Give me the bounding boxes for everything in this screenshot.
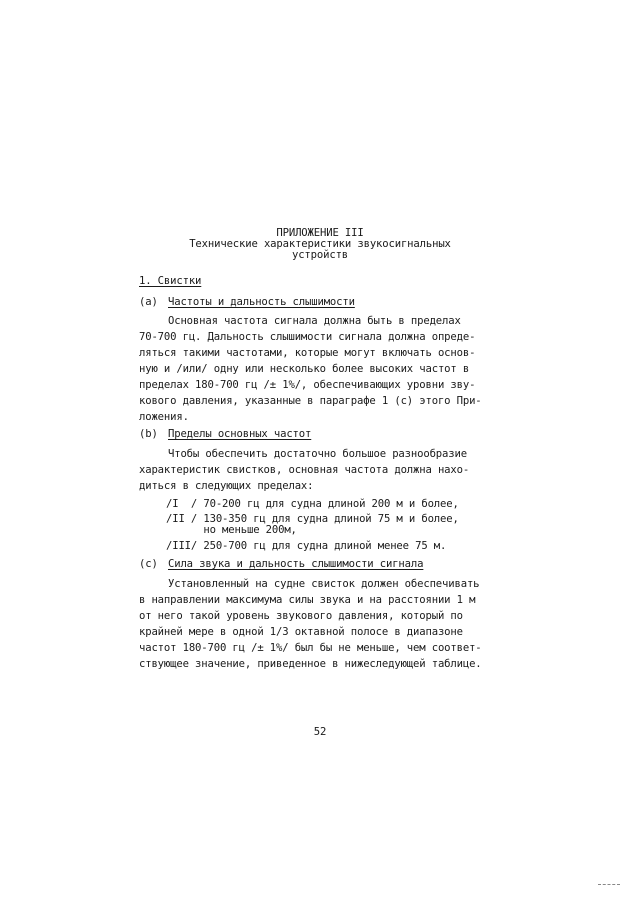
appendix-heading: ПРИЛОЖЕНИЕ III <box>276 227 364 239</box>
paragraph-a-line: 70-700 гц. Дальность слышимости сигнала должна опреде- <box>139 331 476 343</box>
subsection-marker-a: (a) <box>139 296 158 308</box>
frequency-range-item: /II / 130-350 гц для судна длиной 75 м и более, <box>166 513 459 525</box>
paragraph-c-line: Установленный на судне свисток должен обеспечивать <box>168 578 480 590</box>
paragraph-b-line: характеристик свистков, основная частота должна нахо- <box>139 464 470 476</box>
frequency-range-item: /III/ 250-700 гц для судна длиной менее 75 м. <box>166 540 447 552</box>
paragraph-c-line: частот 180-700 гц /± 1%/ был бы не меньше, чем соответ- <box>139 642 482 654</box>
page-number: 52 <box>313 726 327 738</box>
paragraph-a-line: ляться такими частотами, которые могут включать основ- <box>139 347 476 359</box>
paragraph-c-line: от него такой уровень звукового давления, который по <box>139 610 463 622</box>
subsection-marker-b: (b) <box>139 428 158 440</box>
subsection-heading-c: Сила звука и дальность слышимости сигнала <box>168 558 424 570</box>
paragraph-a-line: пределах 180-700 гц /± 1%/, обеспечивающих уровни зву- <box>139 379 476 391</box>
frequency-range-continuation: но меньше 200м, <box>166 524 297 536</box>
subsection-marker-c: (c) <box>139 558 158 570</box>
paragraph-a-line: ложения. <box>139 411 189 423</box>
paragraph-a-line: Основная частота сигнала должна быть в пределах <box>168 315 461 327</box>
subsection-heading-a: Частоты и дальность слышимости <box>168 296 355 308</box>
paragraph-b-line: диться в следующих пределах: <box>139 480 314 492</box>
title-line-2: устройств <box>291 249 349 261</box>
paragraph-c-line: ствующее значение, приведенное в нижеследующей таблице. <box>139 658 482 670</box>
frequency-range-item: /I / 70-200 гц для судна длиной 200 м и более, <box>166 498 459 510</box>
paragraph-c-line: в направлении максимума силы звука и на расстоянии 1 м <box>139 594 476 606</box>
paragraph-a-line: ную и /или/ одну или несколько более высоких частот в <box>139 363 470 375</box>
scan-edge-mark <box>598 884 620 886</box>
paragraph-a-line: кового давления, указанные в параграфе 1 (с) этого При- <box>139 395 482 407</box>
paragraph-b-line: Чтобы обеспечить достаточно большое разнообразие <box>168 448 467 460</box>
title-line-1: Технические характеристики звукосигнальных <box>189 238 451 250</box>
paragraph-c-line: крайней мере в одной 1/3 октавной полосе в диапазоне <box>139 626 463 638</box>
subsection-heading-b: Пределы основных частот <box>168 428 312 440</box>
section-heading-whistles: 1. Свистки <box>139 275 202 287</box>
